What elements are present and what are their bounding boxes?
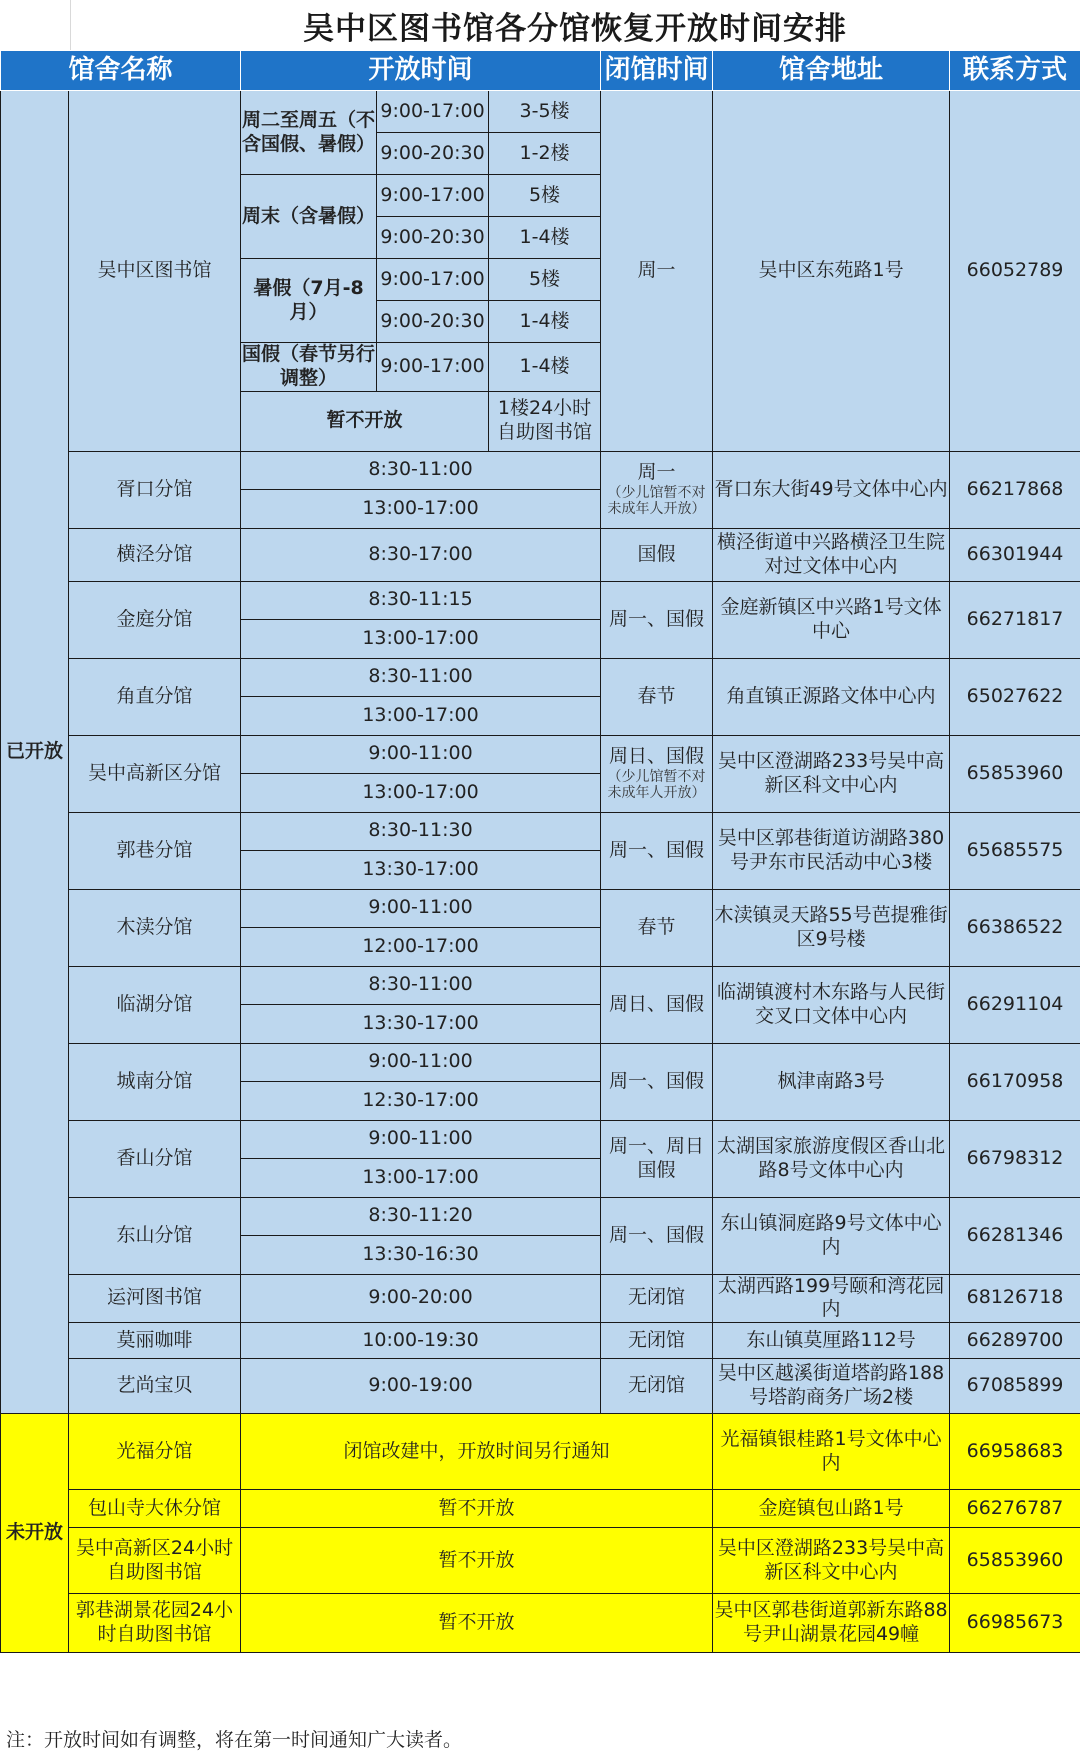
- period-time: 9:00-17:00: [377, 343, 489, 392]
- not-open-status: 暂不开放: [241, 1594, 713, 1653]
- period-floor: 1-4楼: [489, 343, 601, 392]
- branch-phone: 67085899: [950, 1359, 1080, 1414]
- branch-address: 太湖国家旅游度假区香山北路8号文体中心内: [713, 1120, 950, 1197]
- branch-row: [1, 528, 1080, 581]
- branch-phone: 66217868: [950, 451, 1080, 528]
- header-closed: 闭馆时间: [601, 51, 713, 91]
- branch-name: 莫丽咖啡: [69, 1323, 241, 1359]
- branch-phone: 66281346: [950, 1197, 1080, 1274]
- branch-row: [1, 1274, 1080, 1323]
- branch-closed: [601, 1274, 713, 1323]
- branch-phone: 66170958: [950, 1043, 1080, 1120]
- period-floor: 1-4楼: [489, 217, 601, 259]
- not-open-phone: 66276787: [950, 1490, 1080, 1528]
- branch-name: 横泾分馆: [69, 528, 241, 581]
- main-library-name: 吴中区图书馆: [69, 91, 241, 452]
- not-open-phone: 66985673: [950, 1594, 1080, 1653]
- branch-phone: 68126718: [950, 1274, 1080, 1323]
- branch-closed-text: 周一、周日国假: [609, 1134, 705, 1181]
- branch-time: 8:30-11:00: [241, 966, 601, 1005]
- branch-time: 8:30-11:30: [241, 812, 601, 851]
- not-open-name: 吴中高新区24小时自助图书馆: [69, 1528, 241, 1594]
- header-address: 馆舍地址: [713, 51, 950, 91]
- branch-address: 枫津南路3号: [713, 1043, 950, 1120]
- title-gutter: [0, 0, 71, 50]
- not-open-name: 郭巷湖景花园24小时自助图书馆: [69, 1594, 241, 1653]
- branch-closed-text: 国假: [637, 542, 676, 565]
- branch-closed: [601, 1120, 713, 1197]
- branch-time: 10:00-19:30: [241, 1323, 601, 1359]
- period-time: 9:00-20:30: [377, 301, 489, 343]
- period-time: 9:00-20:30: [377, 217, 489, 259]
- period-floor: 5楼: [489, 259, 601, 301]
- header-contact: 联系方式: [950, 51, 1080, 91]
- period-time: 9:00-17:00: [377, 175, 489, 217]
- branch-time: 13:30-17:00: [241, 851, 601, 890]
- branch-row: [1, 451, 1080, 490]
- branch-closed-text: 春节: [637, 915, 676, 938]
- period-time: 9:00-17:00: [377, 259, 489, 301]
- branch-time: 8:30-11:00: [241, 451, 601, 490]
- branch-closed-text: 周日、国假: [609, 992, 705, 1015]
- period-label: 周二至周五（不含国假、暑假）: [241, 91, 377, 175]
- period-label: 国假（春节另行调整）: [241, 343, 377, 392]
- not-open-name: 包山寺大休分馆: [69, 1490, 241, 1528]
- branch-address: 金庭新镇区中兴路1号文体中心: [713, 581, 950, 658]
- branch-row: [1, 658, 1080, 697]
- branch-time: 9:00-11:00: [241, 889, 601, 928]
- branch-address: 胥口东大街49号文体中心内: [713, 451, 950, 528]
- branch-time: 9:00-11:00: [241, 1120, 601, 1159]
- branch-name: 木渎分馆: [69, 889, 241, 966]
- not-open-phone: 65853960: [950, 1528, 1080, 1594]
- branch-name: 临湖分馆: [69, 966, 241, 1043]
- not-open-row: [1, 1414, 1080, 1490]
- branch-name: 东山分馆: [69, 1197, 241, 1274]
- header-row: [1, 51, 1080, 91]
- branch-closed-note: （少儿馆暂不对未成年人开放）: [607, 768, 706, 802]
- period-floor: 1-4楼: [489, 301, 601, 343]
- period-time: 9:00-20:30: [377, 133, 489, 175]
- not-open-address: 金庭镇包山路1号: [713, 1490, 950, 1528]
- branch-name: 郭巷分馆: [69, 812, 241, 889]
- branch-address: 东山镇洞庭路9号文体中心内: [713, 1197, 950, 1274]
- branch-closed-text: 无闭馆: [628, 1328, 686, 1351]
- not-open-row: [1, 1490, 1080, 1528]
- branch-closed: [601, 658, 713, 735]
- branch-row: [1, 1323, 1080, 1359]
- branch-row: [1, 966, 1080, 1005]
- branch-time: 13:00-17:00: [241, 774, 601, 813]
- branch-phone: 65853960: [950, 735, 1080, 812]
- branch-closed-text: 周一、国假: [609, 1223, 705, 1246]
- branch-row: [1, 735, 1080, 774]
- not-open-status: 暂不开放: [241, 1528, 713, 1594]
- branch-address: 吴中区澄湖路233号吴中高新区科文中心内: [713, 735, 950, 812]
- branch-row: [1, 1359, 1080, 1414]
- branch-time: 9:00-11:00: [241, 1043, 601, 1082]
- main-closed-label: 暂不开放: [241, 391, 489, 451]
- branch-closed: [601, 966, 713, 1043]
- branch-row: [1, 1043, 1080, 1082]
- period-floor: 3-5楼: [489, 91, 601, 133]
- not-open-phone: 66958683: [950, 1414, 1080, 1490]
- branch-address: 木渎镇灵天路55号芭提雅街区9号楼: [713, 889, 950, 966]
- not-open-row: [1, 1594, 1080, 1653]
- branch-row: [1, 1120, 1080, 1159]
- branch-name: 艺尚宝贝: [69, 1359, 241, 1414]
- branch-time: 8:30-11:20: [241, 1197, 601, 1236]
- period-floor: 5楼: [489, 175, 601, 217]
- branch-time: 8:30-17:00: [241, 528, 601, 581]
- branch-row: [1, 1197, 1080, 1236]
- branch-name: 城南分馆: [69, 1043, 241, 1120]
- branch-phone: 66289700: [950, 1323, 1080, 1359]
- branch-name: 吴中高新区分馆: [69, 735, 241, 812]
- main-closed-floor: 1楼24小时自助图书馆: [489, 391, 601, 451]
- not-open-address: 吴中区郭巷街道郭新东路88号尹山湖景花园49幢: [713, 1594, 950, 1653]
- branch-phone: 66271817: [950, 581, 1080, 658]
- branch-time: 9:00-11:00: [241, 735, 601, 774]
- main-library-phone: 66052789: [950, 91, 1080, 452]
- branch-closed: [601, 1323, 713, 1359]
- branch-row: [1, 581, 1080, 620]
- branch-name: 运河图书馆: [69, 1274, 241, 1323]
- branch-closed-text: 无闭馆: [628, 1374, 686, 1397]
- branch-phone: 65027622: [950, 658, 1080, 735]
- branch-address: 临湖镇渡村木东路与人民街交叉口文体中心内: [713, 966, 950, 1043]
- not-open-status: 暂不开放: [241, 1490, 713, 1528]
- status-not-open: 未开放: [1, 1414, 69, 1653]
- branch-closed: [601, 1043, 713, 1120]
- branch-name: 金庭分馆: [69, 581, 241, 658]
- main-library-address: 吴中区东苑路1号: [713, 91, 950, 452]
- header-hours: 开放时间: [241, 51, 601, 91]
- branch-closed-text: 春节: [637, 684, 676, 707]
- branch-time: 9:00-20:00: [241, 1274, 601, 1323]
- period-label: 周末（含暑假）: [241, 175, 377, 259]
- branch-time: 13:00-17:00: [241, 490, 601, 529]
- branch-time: 8:30-11:00: [241, 658, 601, 697]
- status-open: 已开放: [1, 91, 69, 1414]
- not-open-address: 光福镇银桂路1号文体中心内: [713, 1414, 950, 1490]
- main-library-row: [1, 91, 1080, 133]
- branch-phone: 66798312: [950, 1120, 1080, 1197]
- branch-time: 13:00-17:00: [241, 697, 601, 736]
- not-open-address: 吴中区澄湖路233号吴中高新区科文中心内: [713, 1528, 950, 1594]
- branch-row: [1, 889, 1080, 928]
- branch-address: 角直镇正源路文体中心内: [713, 658, 950, 735]
- branch-closed-note: （少儿馆暂不对未成年人开放）: [607, 484, 706, 518]
- branch-name: 角直分馆: [69, 658, 241, 735]
- not-open-row: [1, 1528, 1080, 1594]
- branch-name: 胥口分馆: [69, 451, 241, 528]
- branch-phone: 66386522: [950, 889, 1080, 966]
- branch-phone: 66301944: [950, 528, 1080, 581]
- branch-address: 东山镇莫厘路112号: [713, 1323, 950, 1359]
- header-name: 馆舍名称: [1, 51, 241, 91]
- branch-closed-text: 周一、国假: [609, 838, 705, 861]
- branch-closed: [601, 889, 713, 966]
- branch-closed: [601, 528, 713, 581]
- branch-closed-text: 周日、国假: [609, 744, 705, 767]
- main-library-closed: 周一: [601, 91, 713, 452]
- branch-address: 吴中区越溪街道塔韵路188号塔韵商务广场2楼: [713, 1359, 950, 1414]
- period-floor: 1-2楼: [489, 133, 601, 175]
- schedule-table: [0, 50, 1080, 1653]
- branch-closed: [601, 451, 713, 528]
- branch-row: [1, 812, 1080, 851]
- branch-address: 吴中区郭巷街道访湖路380号尹东市民活动中心3楼: [713, 812, 950, 889]
- page-title: 吴中区图书馆各分馆恢复开放时间安排: [303, 10, 847, 47]
- branch-time: 9:00-19:00: [241, 1359, 601, 1414]
- not-open-status: 闭馆改建中，开放时间另行通知: [241, 1414, 713, 1490]
- branch-time: 13:30-16:30: [241, 1236, 601, 1275]
- branch-name: 香山分馆: [69, 1120, 241, 1197]
- branch-time: 12:00-17:00: [241, 928, 601, 967]
- period-time: 9:00-17:00: [377, 91, 489, 133]
- branch-time: 13:00-17:00: [241, 1159, 601, 1198]
- branch-closed: [601, 581, 713, 658]
- branch-address: 太湖西路199号颐和湾花园内: [713, 1274, 950, 1323]
- branch-phone: 66291104: [950, 966, 1080, 1043]
- branch-closed: [601, 1359, 713, 1414]
- footnote: 注：开放时间如有调整，将在第一时间通知广大读者。: [6, 1728, 463, 1751]
- period-label: 暑假（7月-8月）: [241, 259, 377, 343]
- branch-closed: [601, 735, 713, 812]
- branch-closed-text: 无闭馆: [628, 1286, 686, 1309]
- branch-closed: [601, 1197, 713, 1274]
- branch-address: 横泾街道中兴路横泾卫生院对过文体中心内: [713, 528, 950, 581]
- branch-time: 12:30-17:00: [241, 1082, 601, 1121]
- branch-closed-text: 周一: [637, 460, 676, 483]
- not-open-name: 光福分馆: [69, 1414, 241, 1490]
- branch-closed-text: 周一、国假: [609, 607, 705, 630]
- branch-time: 13:00-17:00: [241, 620, 601, 659]
- branch-closed: [601, 812, 713, 889]
- branch-time: 8:30-11:15: [241, 581, 601, 620]
- branch-time: 13:30-17:00: [241, 1005, 601, 1044]
- branch-closed-text: 周一、国假: [609, 1069, 705, 1092]
- branch-phone: 65685575: [950, 812, 1080, 889]
